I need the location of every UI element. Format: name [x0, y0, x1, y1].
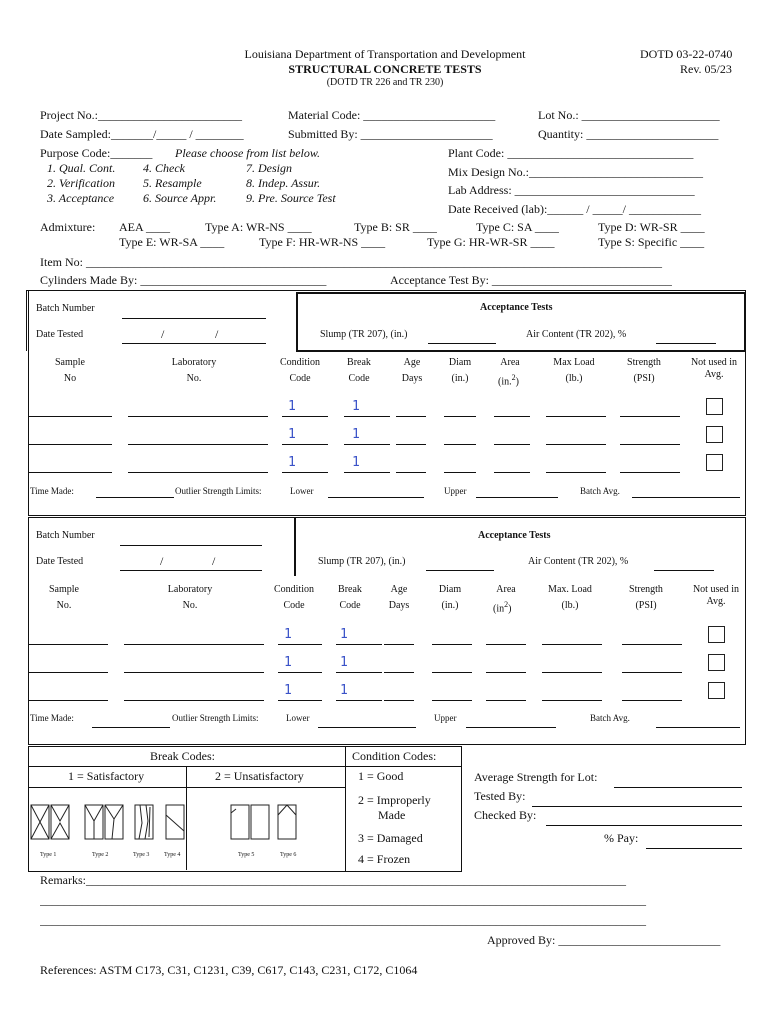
batch-section-2	[28, 517, 746, 745]
row-cell-input[interactable]	[128, 416, 268, 417]
handwritten-code: 1	[340, 655, 348, 670]
col-strength: Strength	[629, 584, 663, 595]
col-avg: Avg.	[704, 369, 724, 380]
air-content-input[interactable]	[656, 343, 716, 344]
date-tested-label: Date Tested	[36, 329, 84, 340]
break-type-icons-unsatisfactory	[228, 803, 308, 843]
date-sampled-field[interactable]: Date Sampled:_______/_____ / ________	[40, 127, 244, 141]
checked-by-label: Checked By:	[474, 808, 537, 822]
admixture-label: Admixture:	[40, 220, 96, 234]
batch-avg-input[interactable]	[632, 497, 740, 498]
material-code-field[interactable]: Material Code: ______________________	[288, 108, 496, 122]
col-max-load: Max Load	[553, 357, 595, 368]
type4-cylinder-icon	[166, 805, 184, 839]
handwritten-code: 1	[340, 683, 348, 698]
row-cell-input[interactable]	[336, 644, 382, 645]
col-age: Age	[390, 584, 408, 595]
col-sample-no: No.	[56, 600, 72, 611]
row-cell-input[interactable]	[336, 672, 382, 673]
batch-number-label: Batch Number	[36, 303, 95, 314]
row-cell-input[interactable]	[28, 644, 108, 645]
handwritten-code: 1	[352, 455, 360, 470]
purpose-item: 2. Verification	[47, 176, 115, 190]
col-avg: Avg.	[706, 596, 726, 607]
type-label: Type 3	[133, 852, 150, 858]
type-label: Type 5	[238, 852, 255, 858]
department-name: Louisiana Department of Transportation and Development	[244, 47, 526, 61]
col-diam: Diam	[438, 584, 462, 595]
row-cell-input[interactable]	[444, 416, 476, 417]
col-days: Days	[388, 600, 410, 611]
row-cell-input[interactable]	[336, 700, 382, 701]
plant-code-field[interactable]: Plant Code: _______________________________	[448, 146, 694, 160]
row-cell-input[interactable]	[494, 416, 530, 417]
remarks-field[interactable]: Remarks:__________________________________________________________________________________________	[40, 873, 626, 887]
batch-avg-label: Batch Avg.	[580, 486, 620, 496]
break-codes-divider	[28, 766, 346, 767]
purpose-item: 9. Pre. Source Test	[246, 191, 336, 205]
col-break-code: Code	[348, 373, 370, 384]
outlier-limits-label: Outlier Strength Limits:	[175, 486, 262, 496]
handwritten-code: 1	[340, 627, 348, 642]
row-cell-input[interactable]	[128, 444, 268, 445]
upper-label: Upper	[434, 713, 457, 723]
form-title: STRUCTURAL CONCRETE TESTS	[288, 62, 482, 76]
break-type-icons-satisfactory	[30, 803, 186, 843]
date-tested-label: Date Tested	[36, 556, 84, 567]
handwritten-code: 1	[284, 655, 292, 670]
not-used-checkbox[interactable]	[706, 454, 723, 471]
acceptance-tests-heading: Acceptance Tests	[478, 530, 551, 541]
admix-type-d[interactable]: Type D: WR-SR ____	[598, 220, 705, 234]
col-condition-code: Code	[283, 600, 305, 611]
col-lb: (lb.)	[561, 600, 579, 611]
col-strength: Strength	[627, 357, 661, 368]
admix-type-a[interactable]: Type A: WR-NS ____	[205, 220, 312, 234]
condition-codes-divider	[344, 766, 462, 767]
col-not-used: Not used in	[690, 357, 738, 368]
cylinders-made-by-field[interactable]: Cylinders Made By: _______________________________	[40, 273, 327, 287]
not-used-checkbox[interactable]	[706, 426, 723, 443]
col-lab: Laboratory	[171, 357, 217, 368]
slump-input[interactable]	[428, 343, 496, 344]
not-used-checkbox[interactable]	[708, 626, 725, 643]
avg-strength-input[interactable]	[614, 787, 742, 788]
type6-cylinder-icon	[278, 805, 296, 839]
lower-label: Lower	[286, 713, 310, 723]
row-cell-input[interactable]	[620, 444, 680, 445]
type5-cylinder-icon	[231, 805, 249, 839]
row-cell-input[interactable]	[542, 700, 602, 701]
row-cell-input[interactable]	[278, 672, 322, 673]
form-subtitle: (DOTD TR 226 and TR 230)	[326, 77, 444, 88]
purpose-item: 6. Source Appr.	[143, 191, 217, 205]
checked-by-input[interactable]	[546, 825, 742, 826]
approved-by-field[interactable]: Approved By: ___________________________	[487, 933, 721, 947]
col-condition: Condition	[273, 584, 314, 595]
date-received-field[interactable]: Date Received (lab):______ / _____/ ____________	[448, 202, 701, 216]
air-content-label: Air Content (TR 202), %	[526, 329, 627, 340]
row-cell-input[interactable]	[282, 444, 328, 445]
row-cell-input[interactable]	[622, 644, 682, 645]
row-cell-input[interactable]	[444, 472, 476, 473]
row-cell-input[interactable]	[620, 472, 680, 473]
row-cell-input[interactable]	[542, 644, 602, 645]
time-made-input[interactable]	[92, 727, 170, 728]
col-lb: (lb.)	[565, 373, 583, 384]
date-tested-input[interactable]	[120, 570, 262, 571]
quantity-field[interactable]: Quantity: ______________________	[538, 127, 719, 141]
project-no-field[interactable]: Project No.:________________________	[40, 108, 242, 122]
col-break: Break	[338, 584, 362, 595]
air-content-input[interactable]	[654, 570, 714, 571]
row-cell-input[interactable]	[28, 700, 108, 701]
row-cell-input[interactable]	[546, 472, 606, 473]
handwritten-code: 1	[352, 399, 360, 414]
row-cell-input[interactable]	[282, 416, 328, 417]
purpose-item: 4. Check	[143, 161, 185, 175]
col-area-unit: (in.$^2$)	[498, 373, 519, 388]
purpose-item: 1. Qual. Cont.	[47, 161, 116, 175]
acceptance-test-by-field[interactable]: Acceptance Test By: ______________________________	[390, 273, 672, 287]
col-not-used: Not used in	[692, 584, 740, 595]
purpose-item: 8. Indep. Assur.	[246, 176, 321, 190]
time-made-label: Time Made:	[30, 713, 74, 723]
col-age: Age	[403, 357, 421, 368]
row-cell-input[interactable]	[344, 472, 390, 473]
row-cell-input[interactable]	[432, 644, 472, 645]
row-cell-input[interactable]	[384, 672, 414, 673]
batch-number-label: Batch Number	[36, 530, 95, 541]
row-cell-input[interactable]	[396, 444, 426, 445]
handwritten-code: 1	[352, 427, 360, 442]
type-label: Type 6	[280, 852, 297, 858]
col-area: Area	[496, 584, 516, 595]
row-cell-input[interactable]	[622, 700, 682, 701]
row-cell-input[interactable]	[494, 472, 530, 473]
col-condition-code: Code	[289, 373, 311, 384]
not-used-checkbox[interactable]	[708, 682, 725, 699]
row-cell-input[interactable]	[486, 644, 526, 645]
condition-code-made: Made	[378, 808, 406, 822]
col-area: Area	[500, 357, 520, 368]
row-cell-input[interactable]	[282, 472, 328, 473]
tested-by-input[interactable]	[532, 806, 742, 807]
col-max-load: Max. Load	[548, 584, 592, 595]
batch-avg-input[interactable]	[656, 727, 740, 728]
handwritten-code: 1	[288, 399, 296, 414]
row-cell-input[interactable]	[486, 672, 526, 673]
break-code-unsatisfactory: 2 = Unsatisfactory	[215, 769, 304, 783]
row-cell-input[interactable]	[494, 444, 530, 445]
type-label: Type 2	[92, 852, 109, 858]
time-made-input[interactable]	[96, 497, 174, 498]
row-cell-input[interactable]	[128, 472, 268, 473]
not-used-checkbox[interactable]	[708, 654, 725, 671]
col-diam-unit: (in.)	[451, 373, 469, 384]
row-cell-input[interactable]	[344, 444, 390, 445]
col-break-code: Code	[339, 600, 361, 611]
slump-input[interactable]	[426, 570, 494, 571]
handwritten-code: 1	[284, 683, 292, 698]
references: References: ASTM C173, C31, C1231, C39, C617, C143, C231, C172, C1064	[40, 963, 418, 977]
admix-type-e[interactable]: Type E: WR-SA ____	[119, 235, 225, 249]
col-psi: (PSI)	[635, 600, 657, 611]
admix-type-s[interactable]: Type S: Specific ____	[598, 235, 705, 249]
upper-label: Upper	[444, 486, 467, 496]
pay-label: % Pay:	[604, 831, 639, 845]
air-content-label: Air Content (TR 202), %	[528, 556, 629, 567]
row-cell-input[interactable]	[432, 700, 472, 701]
acceptance-tests-heading: Acceptance Tests	[480, 302, 553, 313]
row-cell-input[interactable]	[278, 700, 322, 701]
condition-code-damaged: 3 = Damaged	[358, 831, 423, 845]
avg-strength-label: Average Strength for Lot:	[474, 770, 598, 784]
condition-code-frozen: 4 = Frozen	[358, 852, 411, 866]
row-cell-input[interactable]	[28, 416, 112, 417]
col-condition: Condition	[279, 357, 320, 368]
row-cell-input[interactable]	[278, 644, 322, 645]
col-lab: Laboratory	[167, 584, 213, 595]
admix-type-f[interactable]: Type F: HR-WR-NS ____	[259, 235, 386, 249]
condition-code-good: 1 = Good	[358, 769, 404, 783]
acceptance-divider	[294, 518, 296, 576]
row-cell-input[interactable]	[396, 416, 426, 417]
row-cell-input[interactable]	[396, 472, 426, 473]
col-lab-no: No.	[182, 600, 198, 611]
handwritten-code: 1	[284, 627, 292, 642]
date-slash: /	[161, 327, 165, 341]
break-codes-title: Break Codes:	[150, 749, 215, 763]
batch-number-input[interactable]	[120, 545, 262, 546]
batch-avg-label: Batch Avg.	[590, 713, 630, 723]
type-label: Type 1	[40, 852, 57, 858]
lower-input[interactable]	[318, 727, 416, 728]
tested-by-label: Tested By:	[474, 789, 526, 803]
form-number: DOTD 03-22-0740	[640, 47, 733, 61]
col-sample-no: No	[63, 373, 77, 384]
submitted-by-field[interactable]: Submitted By: ______________________	[288, 127, 493, 141]
row-cell-input[interactable]	[384, 644, 414, 645]
col-days: Days	[401, 373, 423, 384]
date-slash: /	[160, 554, 164, 568]
row-cell-input[interactable]	[344, 416, 390, 417]
admix-type-g[interactable]: Type G: HR-WR-SR ____	[427, 235, 555, 249]
mix-design-field[interactable]: Mix Design No.:_____________________________	[448, 165, 703, 179]
admix-aea[interactable]: AEA ____	[119, 220, 170, 234]
batch-number-input[interactable]	[122, 318, 266, 319]
row-cell-input[interactable]	[444, 444, 476, 445]
lower-input[interactable]	[328, 497, 424, 498]
row-cell-input[interactable]	[28, 444, 112, 445]
row-cell-input[interactable]	[542, 672, 602, 673]
time-made-label: Time Made:	[30, 486, 74, 496]
date-slash: /	[212, 554, 216, 568]
not-used-checkbox[interactable]	[706, 398, 723, 415]
type-label: Type 4	[164, 852, 181, 858]
handwritten-code: 1	[288, 427, 296, 442]
purpose-hint: Please choose from list below.	[175, 146, 320, 160]
row-cell-input[interactable]	[384, 700, 414, 701]
row-cell-input[interactable]	[432, 672, 472, 673]
remarks-line[interactable]: _____________________________________________________________________________________________________	[40, 913, 646, 927]
col-diam-unit: (in.)	[441, 600, 459, 611]
lot-no-field[interactable]: Lot No.: _______________________	[538, 108, 720, 122]
row-cell-input[interactable]	[28, 472, 112, 473]
slump-label: Slump (TR 207), (in.)	[318, 556, 406, 567]
row-cell-input[interactable]	[124, 672, 264, 673]
row-cell-input[interactable]	[546, 444, 606, 445]
break-code-satisfactory: 1 = Satisfactory	[68, 769, 145, 783]
row-cell-input[interactable]	[28, 672, 108, 673]
condition-code-improperly: 2 = Improperly	[358, 793, 431, 807]
col-sample: Sample	[49, 584, 79, 595]
slump-label: Slump (TR 207), (in.)	[320, 329, 408, 340]
upper-input[interactable]	[466, 727, 556, 728]
purpose-item: 5. Resample	[143, 176, 202, 190]
col-area-unit: $(in^2)$	[493, 600, 512, 615]
revision: Rev. 05/23	[680, 62, 732, 76]
col-break: Break	[347, 357, 371, 368]
handwritten-code: 1	[288, 455, 296, 470]
col-psi: (PSI)	[633, 373, 655, 384]
admix-type-b[interactable]: Type B: SR ____	[354, 220, 437, 234]
row-cell-input[interactable]	[486, 700, 526, 701]
item-no-field[interactable]: Item No: ________________________________________________________________________________________________	[40, 255, 662, 269]
col-sample: Sample	[55, 357, 85, 368]
row-cell-input[interactable]	[124, 644, 264, 645]
row-cell-input[interactable]	[622, 672, 682, 673]
date-tested-input[interactable]	[122, 343, 266, 344]
row-cell-input[interactable]	[546, 416, 606, 417]
lab-address-field[interactable]: Lab Address: ______________________________	[448, 183, 695, 197]
outlier-limits-label: Outlier Strength Limits:	[172, 713, 259, 723]
col-diam: Diam	[448, 357, 472, 368]
purpose-item: 7. Design	[246, 161, 292, 175]
row-cell-input[interactable]	[620, 416, 680, 417]
admix-type-c[interactable]: Type C: SA ____	[476, 220, 559, 234]
row-cell-input[interactable]	[124, 700, 264, 701]
condition-codes-title: Condition Codes:	[352, 749, 437, 763]
date-slash: /	[215, 327, 219, 341]
break-codes-split	[186, 766, 187, 870]
col-lab-no: No.	[186, 373, 202, 384]
upper-input[interactable]	[476, 497, 558, 498]
purpose-item: 3. Acceptance	[47, 191, 115, 205]
pay-input[interactable]	[646, 848, 742, 849]
lower-label: Lower	[290, 486, 314, 496]
purpose-code-field[interactable]: Purpose Code:_______	[40, 146, 153, 160]
remarks-line[interactable]: _____________________________________________________________________________________________________	[40, 893, 646, 907]
break-codes-divider	[28, 787, 346, 788]
